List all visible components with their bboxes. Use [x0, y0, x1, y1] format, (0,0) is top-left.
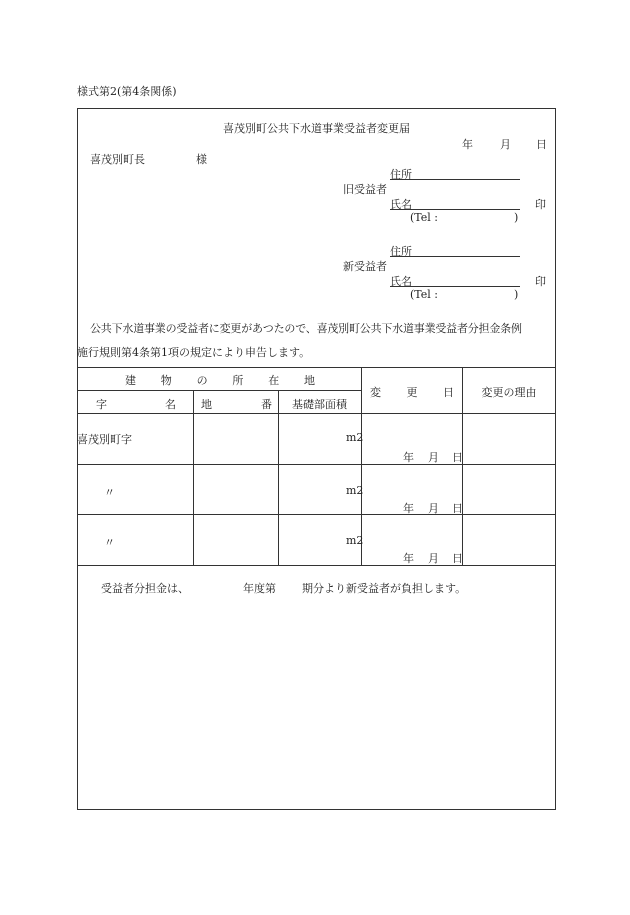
- header-char: 建: [125, 374, 136, 387]
- row1-month[interactable]: 月: [428, 451, 439, 464]
- row3-month[interactable]: 月: [428, 552, 439, 565]
- date-month[interactable]: 月: [500, 138, 511, 151]
- aza-header: [96, 396, 176, 412]
- header-char: 在: [268, 374, 280, 387]
- col-divider-1: [193, 390, 194, 565]
- row1-aza[interactable]: 喜茂別町字: [77, 433, 132, 446]
- col-divider-2: [278, 390, 279, 565]
- row2-month[interactable]: 月: [428, 502, 439, 515]
- old-beneficiary-label: 旧受益者: [343, 183, 387, 196]
- old-address-field[interactable]: [390, 179, 520, 180]
- form-number-label: 様式第2(第4条関係): [77, 85, 177, 98]
- new-name-field[interactable]: [390, 286, 520, 287]
- row3-day[interactable]: 日: [452, 552, 463, 565]
- old-address-label: 住所: [390, 168, 412, 181]
- row1-year[interactable]: 年: [403, 451, 414, 464]
- row2-year[interactable]: 年: [403, 502, 414, 515]
- header-divider: [77, 390, 361, 391]
- statement-line-2: 施行規則第4条第1項の規定により申告します。: [77, 346, 311, 359]
- new-name-label: 氏名: [390, 275, 412, 288]
- new-address-label: 住所: [390, 245, 412, 258]
- header-char: 地: [303, 374, 315, 387]
- row1-area-unit: m2: [346, 431, 364, 444]
- header-char: 番: [261, 398, 272, 411]
- header-char: 変: [370, 386, 381, 399]
- table-top-border: [77, 367, 556, 368]
- form-title: 喜茂別町公共下水道事業受益者変更届: [223, 122, 410, 135]
- old-name-label: 氏名: [390, 198, 412, 211]
- header-char: 名: [165, 398, 176, 411]
- addressee-name: 喜茂別町長: [90, 153, 145, 166]
- burden-part-3: 期分より新受益者が負担します。: [302, 582, 467, 595]
- row2-day[interactable]: 日: [452, 502, 463, 515]
- addressee-honorific: 様: [196, 153, 207, 166]
- new-address-field[interactable]: [390, 256, 520, 257]
- table-bottom-border: [77, 565, 556, 566]
- new-tel-close: ): [514, 288, 519, 301]
- old-name-field[interactable]: [390, 209, 520, 210]
- new-tel-label: (Tel :: [410, 288, 439, 301]
- header-char: 地: [201, 398, 212, 411]
- row3-aza[interactable]: 〃: [104, 536, 115, 549]
- statement-line-1: 公共下水道事業の受益者に変更があつたので、喜茂別町公共下水道事業受益者分担金条例: [90, 322, 522, 335]
- row2-aza[interactable]: 〃: [104, 486, 115, 499]
- row-divider-2: [77, 514, 556, 515]
- change-reason-header: 変更の理由: [481, 386, 537, 399]
- new-beneficiary-label: 新受益者: [343, 260, 387, 273]
- header-char: 物: [160, 374, 172, 387]
- header-char: 日: [443, 386, 454, 399]
- old-tel-close: ): [514, 211, 519, 224]
- header-char: 所: [232, 374, 244, 387]
- old-tel-label: (Tel :: [410, 211, 439, 224]
- old-seal: 印: [535, 198, 546, 211]
- building-location-header: [125, 372, 315, 388]
- row2-area-unit: m2: [346, 484, 364, 497]
- chiban-header: [201, 396, 272, 412]
- foundation-area-header: 基礎部面積: [292, 398, 347, 411]
- header-char: 更: [406, 386, 418, 399]
- date-year[interactable]: 年: [462, 138, 473, 151]
- date-day[interactable]: 日: [536, 138, 547, 151]
- row1-day[interactable]: 日: [452, 451, 463, 464]
- header-char: 字: [96, 398, 107, 411]
- header-char: の: [196, 374, 208, 387]
- burden-part-2: 年度第: [243, 582, 276, 595]
- row-divider-1: [77, 464, 556, 465]
- burden-part-1: 受益者分担金は、: [101, 582, 189, 595]
- change-date-header: [370, 384, 454, 400]
- header-bottom-border: [77, 413, 556, 414]
- form-box: [77, 108, 556, 810]
- row3-area-unit: m2: [346, 534, 364, 547]
- new-seal: 印: [535, 275, 546, 288]
- row3-year[interactable]: 年: [403, 552, 414, 565]
